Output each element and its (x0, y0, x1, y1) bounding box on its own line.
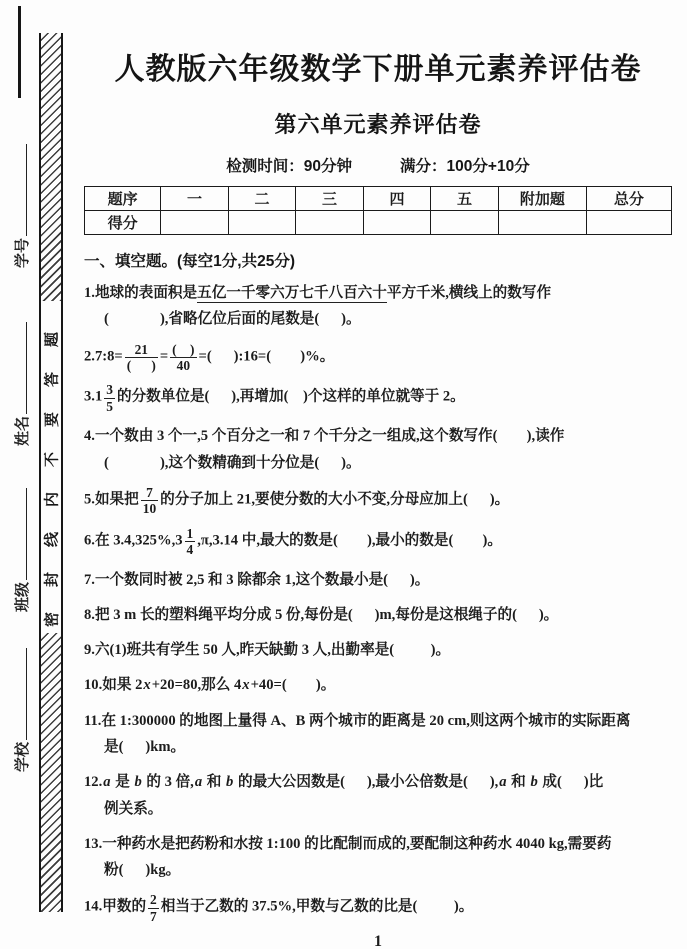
question-4 (84, 423, 672, 476)
question-text: 一个数同时被 2,5 和 3 除都余 1,这个数最小是( )。 (94, 571, 430, 588)
question-text: 相当于乙数的 37.5%,甲数与乙数的比是( )。 (160, 898, 474, 915)
hatch-pattern-bottom (41, 633, 61, 912)
question-text: 和 (203, 774, 226, 791)
question-text: ( ),这个数精确到十分位是( )。 (104, 454, 361, 471)
question-text: 例关系。 (104, 800, 163, 817)
question-8 (84, 602, 672, 628)
question-number: 2. (84, 347, 95, 364)
student-number-blank-line (11, 144, 27, 236)
exam-info-line (84, 154, 672, 176)
class-field (11, 480, 32, 612)
name-blank-line (11, 322, 27, 414)
question-text: 甲数的 (102, 898, 147, 915)
school-blank-line (11, 648, 27, 740)
class-label: 班级 (14, 581, 31, 612)
question-3 (84, 382, 672, 414)
seal-text-area (41, 301, 61, 633)
question-text: 的 3 倍, (142, 774, 194, 791)
question-6 (84, 526, 672, 558)
question-text: 地球的表面积是 (94, 285, 198, 301)
math-variable: a (103, 774, 111, 791)
question-text: 六(1)班共有学生 50 人,昨天缺勤 3 人,出勤率是( )。 (94, 642, 451, 659)
math-variable: a (194, 774, 203, 791)
question-number: 12. (84, 774, 103, 791)
question-text: ( ),省略亿位后面的尾数是( )。 (104, 311, 361, 328)
school-label: 学校 (14, 741, 31, 772)
score-empty-cell (161, 211, 229, 235)
score-empty-cell (363, 211, 431, 235)
question-number: 9. (84, 642, 95, 659)
main-content (84, 0, 672, 949)
score-info: 满分：100分+10分 (400, 158, 530, 175)
math-variable: b (134, 774, 142, 791)
question-text: = (159, 347, 169, 364)
question-7 (84, 567, 672, 593)
unit-subtitle: 第六单元素养评估卷 (274, 112, 482, 137)
score-empty-cell (296, 211, 364, 235)
question-number: 11. (84, 712, 102, 729)
question-text: 粉( )kg。 (104, 862, 181, 879)
underlined-text: 五亿一千零六万七千八百六十 (197, 285, 387, 301)
math-variable: x (143, 677, 151, 694)
question-13 (84, 831, 672, 884)
page-edge-mark (18, 6, 21, 98)
question-10 (84, 672, 672, 698)
class-blank-line (11, 488, 27, 580)
score-empty-cell (498, 211, 586, 235)
question-text: 1 (94, 388, 103, 405)
page-title: 人教版六年级数学下册单元素养评估卷 (114, 53, 642, 86)
score-table (84, 186, 672, 235)
question-11 (84, 708, 672, 761)
question-14 (84, 892, 672, 924)
math-variable: a (499, 774, 507, 791)
score-header-cell: 附加题 (498, 187, 586, 211)
score-empty-cell (431, 211, 499, 235)
seal-warning-text: 密封线内不要答题 (43, 306, 61, 628)
math-variable: x (242, 677, 250, 694)
question-number: 4. (84, 428, 95, 445)
math-variable: b (530, 774, 538, 791)
question-text: 是 (111, 774, 134, 791)
student-number-field (11, 136, 32, 268)
question-text: 和 (507, 774, 530, 791)
seal-line-column (39, 33, 63, 912)
score-header-cell: 总分 (586, 187, 671, 211)
question-text: 一个数由 3 个一,5 个百分之一和 7 个千分之一组成,这个数写作( ),读作 (94, 428, 565, 445)
question-text: 在 3.4,325%,3 (94, 532, 183, 549)
fraction: $\frac{21}{( )}$ (126, 341, 156, 373)
score-header-cell: 二 (228, 187, 296, 211)
question-text: 成( )比 (538, 774, 604, 791)
question-5 (84, 485, 672, 517)
score-header-cell: 四 (363, 187, 431, 211)
question-text: =( ):16=( )%。 (198, 347, 335, 364)
question-text: 把 3 m 长的塑料绳平均分成 5 份,每份是( )m,每份是这根绳子的( )。 (94, 606, 559, 623)
score-header-cell: 五 (431, 187, 499, 211)
page-number: 1 (374, 933, 382, 949)
name-label: 姓名 (14, 415, 31, 446)
question-number: 5. (84, 491, 95, 508)
school-field (11, 640, 32, 772)
question-text: 的最大公因数是( ),最小公倍数是( ), (234, 774, 499, 791)
question-number: 13. (84, 835, 103, 852)
question-text: 平方千米,横线上的数写作 (386, 285, 552, 301)
score-empty-cell (586, 211, 671, 235)
question-number: 7. (84, 571, 95, 588)
question-9 (84, 637, 672, 663)
fraction: $\frac{( )}{40}$ (172, 341, 195, 373)
question-text: 7:8= (94, 347, 123, 364)
question-1 (84, 280, 672, 333)
fraction: $\frac{3}{5}$ (106, 382, 113, 414)
fraction: $\frac{1}{4}$ (186, 525, 194, 558)
question-text: +40=( )。 (250, 677, 336, 694)
fraction: $\frac{7}{10}$ (142, 484, 157, 517)
question-number: 3. (84, 388, 95, 405)
score-table-header-row (85, 187, 672, 211)
section-one-title: 一、填空题。(每空1分,共25分) (84, 253, 295, 270)
question-text: 的分子加上 21,要使分数的大小不变,分母应加上( )。 (160, 491, 510, 508)
student-number-label: 学号 (14, 237, 31, 268)
score-row-label: 得分 (85, 211, 161, 235)
question-number: 14. (84, 898, 103, 915)
question-number: 10. (84, 677, 103, 694)
question-2 (84, 342, 672, 374)
question-number: 8. (84, 606, 95, 623)
question-text: 在 1:300000 的地图上量得 A、B 两个城市的距离是 20 cm,则这两个城市的实际距离 (101, 712, 631, 729)
question-text: ,π,3.14 中,最大的数是( ),最小的数是( )。 (197, 532, 502, 549)
question-text: 是( )km。 (104, 739, 186, 756)
fraction: $\frac{2}{7}$ (150, 892, 157, 924)
question-text: 如果把 (94, 491, 139, 508)
question-text: 的分数单位是( ),再增加( )个这样的单位就等于 2。 (116, 388, 465, 405)
score-table-score-row (85, 211, 672, 235)
question-number: 1. (84, 285, 95, 301)
hatch-pattern-top (41, 33, 61, 301)
score-header-cell: 一 (161, 187, 229, 211)
time-info: 检测时间：90分钟 (226, 158, 353, 175)
question-12 (84, 769, 672, 822)
score-header-cell: 题序 (85, 187, 161, 211)
question-number: 6. (84, 532, 95, 549)
name-field (11, 314, 32, 446)
math-variable: b (226, 774, 234, 791)
question-list (84, 280, 672, 924)
question-text: 一种药水是把药粉和水按 1:100 的比配制而成的,要配制这种药水 4040 kg,需要药 (102, 835, 612, 852)
score-empty-cell (228, 211, 296, 235)
question-text: +20=80,那么 4 (151, 677, 242, 694)
question-text: 如果 2 (102, 677, 143, 694)
score-header-cell: 三 (296, 187, 364, 211)
